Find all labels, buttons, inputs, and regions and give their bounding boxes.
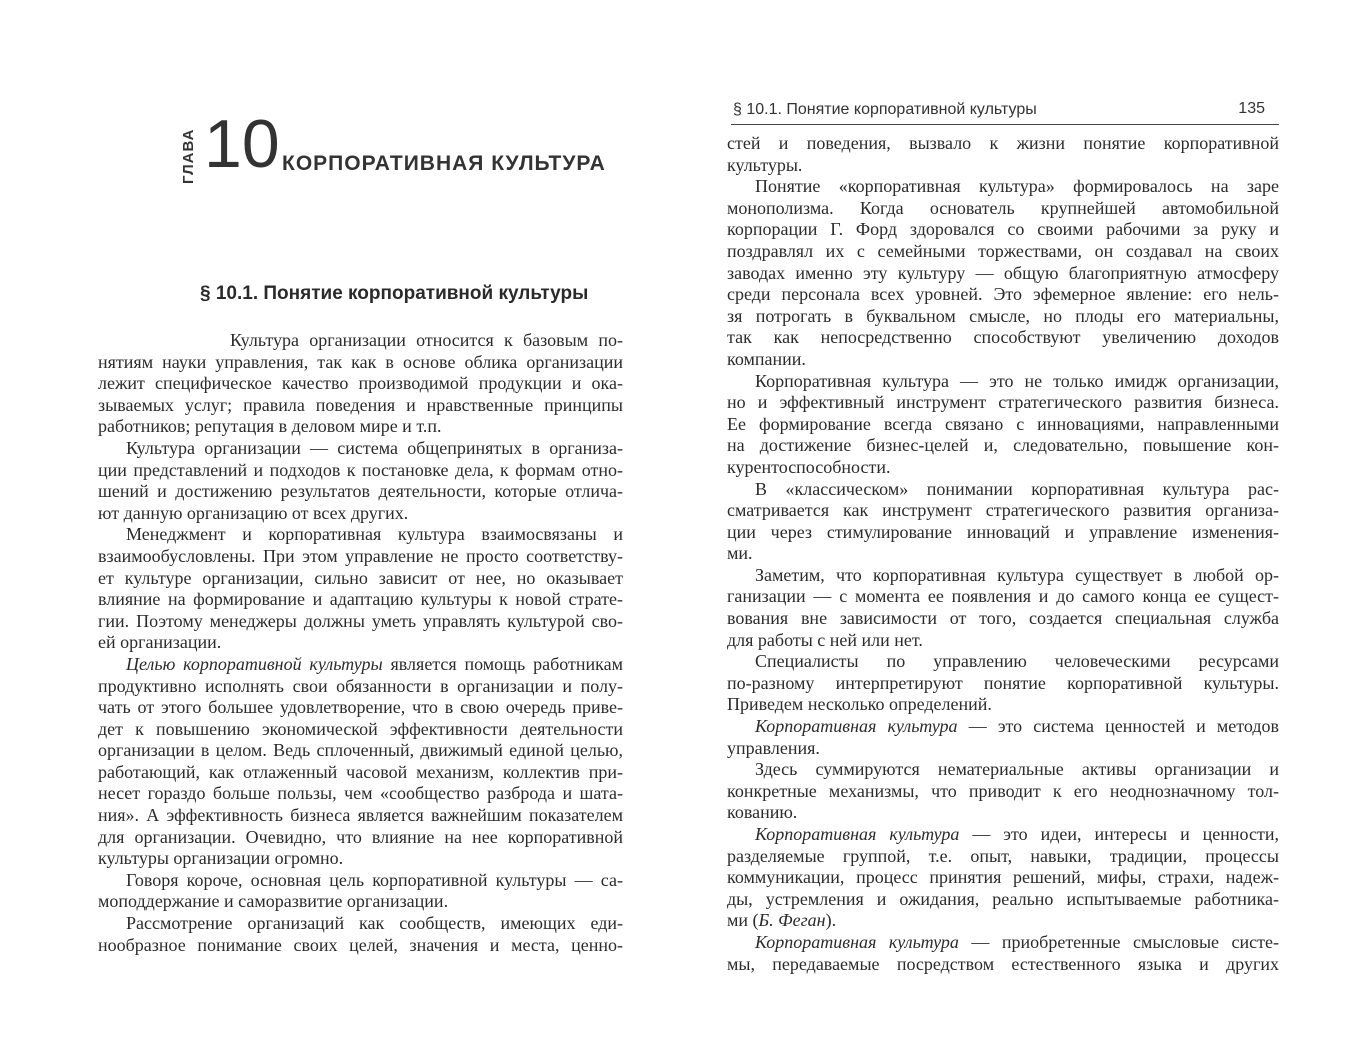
left-body-text xyxy=(98,330,623,956)
text-line: Здесь суммируются нематериальные активы организации и xyxy=(755,759,1279,780)
text-run: ). xyxy=(825,910,837,931)
text-line: стей и поведения, вызвало к жизни понятие корпоративной xyxy=(727,133,1279,153)
text-line: монополизма. Когда основатель крупнейшей автомобильной xyxy=(727,197,1279,218)
text-line: работающий, как отлаженный часовой механизм, коллектив при- xyxy=(98,761,623,782)
text-run: — это идеи, интересы и ценности, xyxy=(972,824,1279,844)
text-line: Рассмотрение организаций как сообществ, имеющих еди- xyxy=(126,913,623,934)
text-line: Приведем несколько определений. xyxy=(727,694,992,715)
text-line: на достижение бизнес-целей и, следовательно, повышение кон- xyxy=(727,435,1279,456)
text-line: для работы с ней или нет. xyxy=(727,629,923,650)
text-line: Специалисты по управлению человеческими ресурсами xyxy=(755,651,1279,672)
text-line: Говоря короче, основная цель корпоративной культуры — са- xyxy=(126,869,623,890)
running-head xyxy=(731,100,1279,125)
text-line: гии. Поэтому менеджеры должны уметь управлять культурой сво- xyxy=(98,610,623,631)
text-line: нообразное понимание своих целей, значения и места, ценно- xyxy=(98,934,623,955)
text-line: разделяемые группой, т.е. опыт, навыки, традиции, процессы xyxy=(727,845,1279,866)
text-line: Культура организации — система общепринятых в организа- xyxy=(126,437,623,458)
text-line xyxy=(727,910,1279,932)
text-line: моподдержание и саморазвитие организации. xyxy=(98,891,449,912)
text-line: курентоспособности. xyxy=(727,456,891,477)
text-line: мы, передаваемые посредством естественного языка и других xyxy=(727,953,1279,974)
text-line: несет гораздо больше пользы, чем «сообщество разброда и шата- xyxy=(98,783,623,804)
text-line: компании. xyxy=(727,348,806,369)
text-line: лежит специфическое качество производимой продукции и ока- xyxy=(98,373,623,394)
italic-term: Целью корпоративной культуры xyxy=(126,653,383,674)
text-line xyxy=(727,932,1279,954)
text-line: работников; репутация в деловом мире и т.п. xyxy=(98,416,442,437)
text-line: Ее формирование всегда связано с инновациями, направленными xyxy=(727,413,1279,434)
text-line: ции представлений и подходов к постановке дела, к формам отно- xyxy=(98,459,623,480)
text-run: ми ( xyxy=(727,910,759,931)
text-line: чать от этого большее удовлетворение, что в свою очередь приве- xyxy=(98,697,623,718)
text-line: по-разному интерпретируют понятие корпоративной культуры. xyxy=(727,672,1279,693)
text-line: культуры. xyxy=(727,154,803,175)
text-line: поздравлял их с семейными торжествами, он создавал на своих xyxy=(727,240,1279,261)
italic-term: Корпоративная культура xyxy=(755,716,958,737)
text-line: ей организации. xyxy=(98,632,222,653)
chapter-word: ГЛАВА xyxy=(180,128,197,184)
text-line: продуктивно исполнять свои обязанности в организации и полу- xyxy=(98,675,623,696)
text-line: но и эффективный инструмент стратегического развития бизнеса. xyxy=(727,392,1279,413)
text-line: управления. xyxy=(727,737,820,758)
text-line: так как непосредственно способствуют увеличению доходов xyxy=(727,327,1279,348)
text-line: Корпоративная культура — это не только имидж организации, xyxy=(755,370,1279,391)
text-line xyxy=(727,716,1279,738)
text-line: ет культуре организации, сильно зависит от нее, но оказывает xyxy=(98,567,623,588)
text-line: Заметим, что корпоративная культура существует в любой ор- xyxy=(755,564,1279,585)
text-line: ми. xyxy=(727,543,753,564)
text-line: конкретные механизмы, что приводит к его неоднозначному тол- xyxy=(727,780,1279,801)
section-title: § 10.1. Понятие корпоративной культуры xyxy=(200,283,589,304)
running-head-title: § 10.1. Понятие корпоративной культуры xyxy=(733,101,1037,118)
text-line: Менеджмент и корпоративная культура взаимосвязаны и xyxy=(126,524,623,545)
text-line: нятиям науки управления, так как в основе облика организации xyxy=(98,351,623,372)
text-line: ции через стимулирование инноваций и управление изменения- xyxy=(727,521,1279,542)
chapter-title: КОРПОРАТИВНАЯ КУЛЬТУРА xyxy=(282,152,606,175)
text-run: — приобретенные смысловые систе- xyxy=(971,931,1279,952)
italic-term: Корпоративная культура xyxy=(755,824,960,844)
text-line: заводах именно эту культуру — общую благоприятную атмосферу xyxy=(727,262,1279,283)
page-number: 135 xyxy=(1238,100,1265,117)
text-line: сматривается как инструмент стратегического развития организа- xyxy=(727,500,1279,521)
text-line: влияние на формирование и адаптацию культуры к новой страте- xyxy=(98,589,623,610)
text-line: Понятие «корпоративная культура» формировалось на заре xyxy=(755,176,1279,197)
text-line: корпорации Г. Форд здоровался со своими рабочими за руку и xyxy=(727,219,1279,240)
text-line: организации в целом. Ведь сплоченный, движимый единой целью, xyxy=(98,740,623,761)
text-line: Культура организации относится к базовым по- xyxy=(230,330,623,350)
author-name: Б. Феган xyxy=(758,910,826,931)
text-line: взаимообусловлены. При этом управление не просто соответству- xyxy=(98,545,623,566)
right-page xyxy=(673,0,1346,1045)
text-run: является помощь работникам xyxy=(390,653,623,674)
text-line: ганизации — с момента ее появления и до самого конца ее сущест- xyxy=(727,586,1279,607)
text-line xyxy=(98,654,623,676)
text-line: культуры организации огромно. xyxy=(98,848,344,869)
text-line: кованию. xyxy=(727,802,798,823)
text-line: ды, устремления и ожидания, реально испытываемые работника- xyxy=(727,888,1279,909)
text-line: зя потрогать в буквальном смысле, но плоды его материальны, xyxy=(727,305,1279,326)
text-line: В «классическом» понимании корпоративная культура рас- xyxy=(755,478,1279,499)
text-line: ют данную организацию от всех других. xyxy=(98,502,409,523)
text-line: коммуникации, процесс принятия решений, мифы, страхи, надеж- xyxy=(727,867,1279,888)
text-line xyxy=(727,824,1279,846)
chapter-number: 10 xyxy=(204,106,280,182)
text-line: дет к повышению экономической эффективности деятельности xyxy=(98,718,623,739)
right-body-text xyxy=(727,133,1279,975)
text-line: среди персонала всех уровней. Это эфемерное явление: его нель- xyxy=(727,284,1279,305)
text-run: — это система ценностей и методов xyxy=(968,716,1280,737)
text-line: вования вне зависимости от того, создается специальная служба xyxy=(727,608,1279,629)
text-line: зываемых услуг; правила поведения и нравственные принципы xyxy=(98,394,623,415)
italic-term: Корпоративная культура xyxy=(755,931,959,952)
text-line: ния». А эффективность бизнеса является важнейшим показателем xyxy=(98,805,623,826)
text-line: шений и достижению результатов деятельности, которые отлича- xyxy=(98,481,623,502)
text-line: для организации. Очевидно, что влияние на нее корпоративной xyxy=(98,826,623,847)
